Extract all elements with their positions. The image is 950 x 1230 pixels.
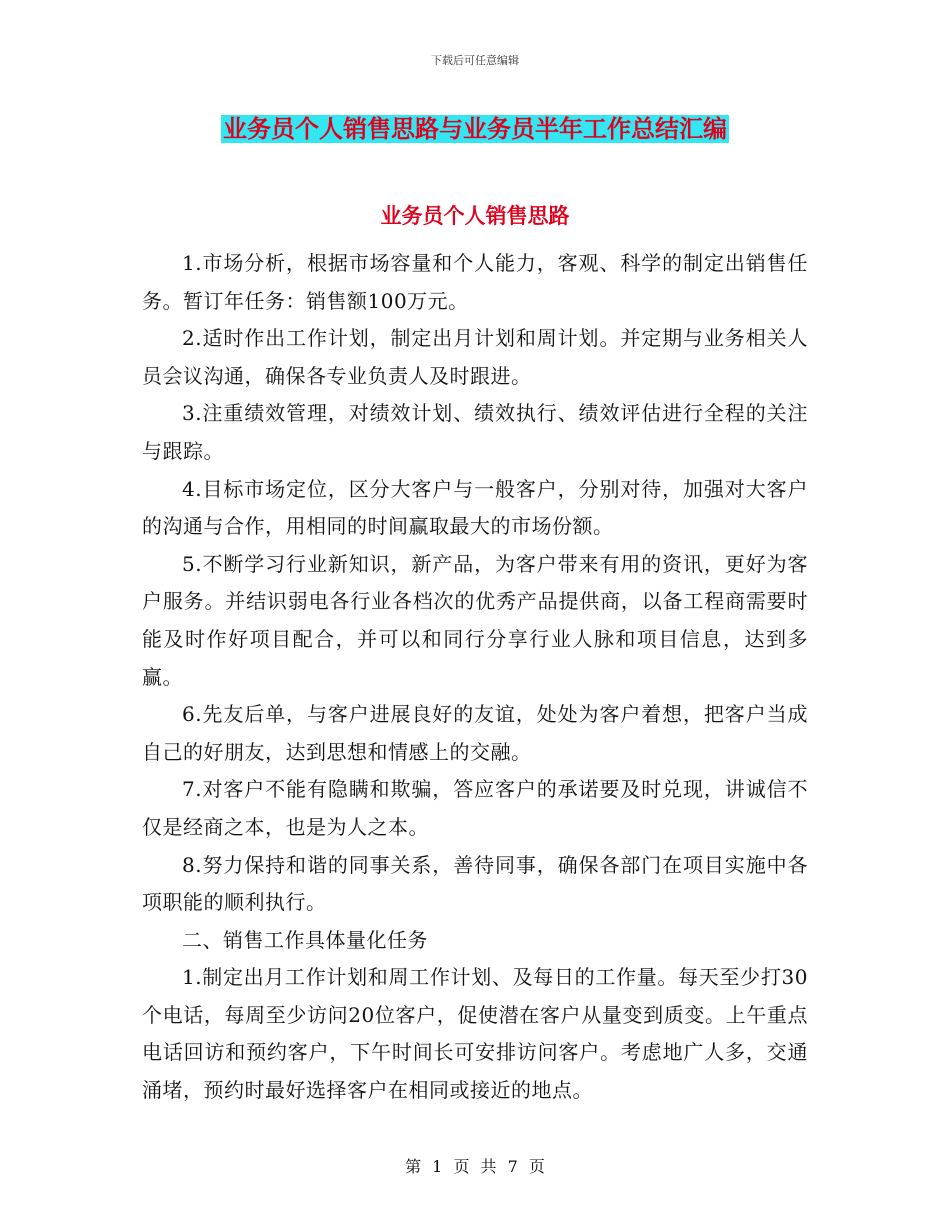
paragraph-5: 5.不断学习行业新知识，新产品，为客户带来有用的资讯，更好为客户服务。并结识弱电各行业各档次的优秀产品提供商，以备工程商需要时能及时作好项目配合，并可以和同行分享行业人脉和项目信息，达到多赢。: [142, 551, 808, 689]
paragraph-2: 2.适时作出工作计划，制定出月计划和周计划。并定期与业务相关人员会议沟通，确保各专业负责人及时跟进。: [142, 326, 808, 388]
paragraph-6: 6.先友后单，与客户进展良好的友谊，处处为客户着想，把客户当成自己的好朋友，达到思想和情感上的交融。: [142, 702, 808, 764]
page-footer: 第 1 页 共 7 页: [405, 1157, 545, 1176]
paragraph-4: 4.目标市场定位，区分大客户与一般客户，分别对待，加强对大客户的沟通与合作，用相同的时间赢取最大的市场份额。: [142, 476, 808, 539]
paragraph-8: 8.努力保持和谐的同事关系，善待同事，确保各部门在项目实施中各项职能的顺利执行。: [142, 852, 808, 915]
document-title-text: 业务员个人销售思路与业务员半年工作总结汇编: [223, 115, 727, 143]
document-body: [142, 245, 808, 1110]
subheading-quantified-tasks: 二、销售工作具体量化任务: [182, 927, 428, 952]
paragraph-3: 3.注重绩效管理，对绩效计划、绩效执行、绩效评估进行全程的关注与跟踪。: [142, 401, 808, 463]
section-title: 业务员个人销售思路: [380, 204, 570, 228]
paragraph-9: 1.制定出月工作计划和周工作计划、及每日的工作量。每天至少打30个电话，每周至少访问20位客户，促使潜在客户从量变到质变。上午重点电话回访和预约客户，下午时间长可安排访问客户。考虑地广人多，交通涌堵，预约时最好选择客户在相同或接近的地点。: [142, 965, 808, 1103]
paragraph-7: 7.对客户不能有隐瞒和欺骗，答应客户的承诺要及时兑现，讲诚信不仅是经商之本，也是为人之本。: [142, 777, 808, 839]
document-title: [0, 111, 950, 147]
paragraph-1: 1.市场分析，根据市场容量和个人能力，客观、科学的制定出销售任务。暂订年任务：销售额100万元。: [142, 251, 808, 313]
header-note: 下载后可任意编辑: [431, 54, 519, 67]
